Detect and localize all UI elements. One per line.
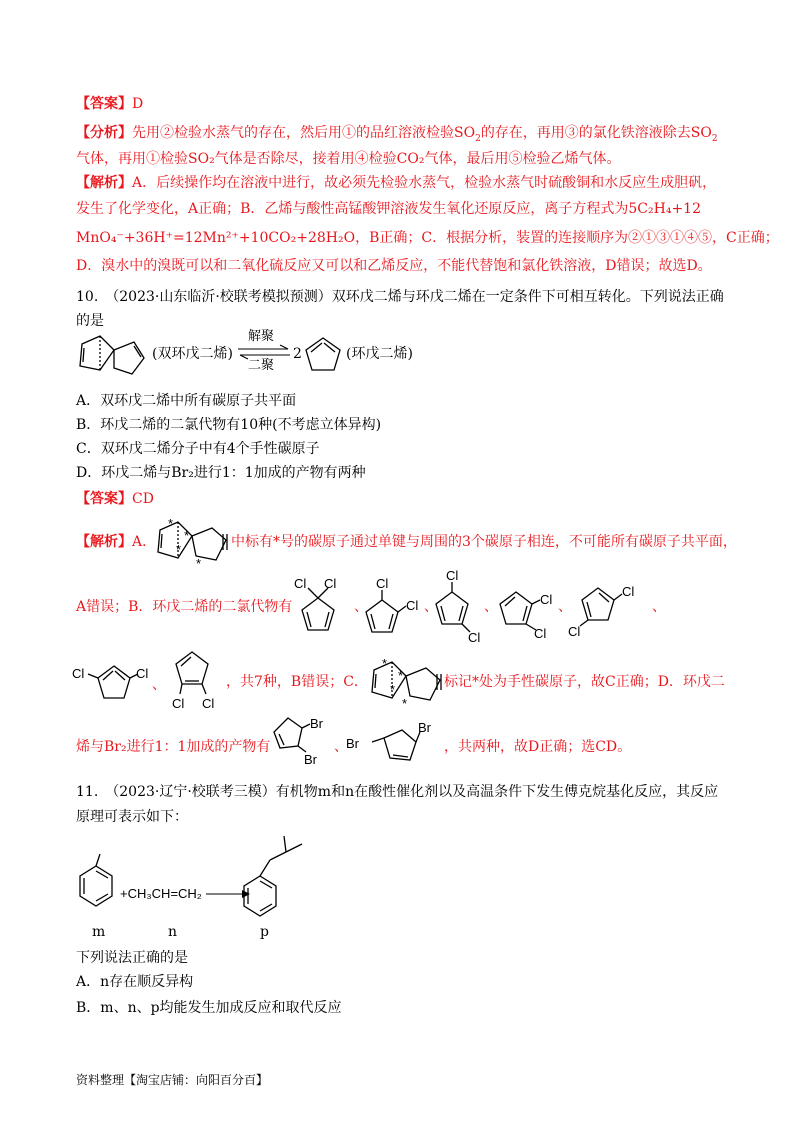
- separator: 、: [558, 599, 572, 615]
- answer-tag: 【答案】: [76, 491, 132, 507]
- cyclopentadiene-structure: [302, 334, 344, 374]
- q10-option-b: B．环戊二烯的二氯代物有10种(不考虑立体异构): [76, 417, 382, 433]
- star-mark: *: [168, 516, 174, 531]
- dichloro-isomer-7: [162, 646, 224, 712]
- dichloro-isomer-2: [362, 578, 428, 644]
- dichloro-isomer-4: [496, 578, 560, 644]
- star-mark: *: [176, 542, 182, 557]
- svg-text:*: *: [402, 696, 408, 711]
- dicyclopentadiene-structure: [70, 328, 150, 384]
- answer-value: D: [132, 96, 144, 112]
- dicyclopentadiene-starred-structure-2: [366, 654, 448, 710]
- svg-text:Cl: Cl: [324, 576, 337, 591]
- separator: 、: [354, 599, 368, 615]
- svg-text:Cl: Cl: [446, 568, 459, 583]
- product-structure: [240, 834, 306, 924]
- svg-text:Br: Br: [304, 752, 317, 767]
- star-mark: *: [184, 528, 190, 543]
- svg-text:Cl: Cl: [622, 584, 635, 599]
- separator: 、: [652, 599, 666, 615]
- q10-option-a: A．双环戊二烯中所有碳原子共平面: [76, 393, 297, 409]
- analysis-text-b: 的存在，再用③的氯化铁溶液除去SO: [480, 125, 712, 141]
- svg-text:Br: Br: [418, 720, 431, 735]
- monomer-label: (环戊二烯): [346, 346, 413, 362]
- q10-explain-a-prefix: [76, 532, 156, 552]
- svg-text:Cl: Cl: [72, 666, 85, 681]
- dibromo-product-2: [346, 718, 440, 768]
- svg-text:Cl: Cl: [468, 630, 481, 645]
- q9-analysis-line-2: 气体，再用①检验SO₂气体是否除尽，接着用④检验CO₂气体，最后用⑤检验乙烯气体。: [76, 151, 621, 167]
- separator: 、: [152, 677, 166, 693]
- analysis-text-a: 先用②检验水蒸气的存在，然后用①的品红溶液检验SO: [132, 125, 476, 141]
- svg-text:Cl: Cl: [294, 576, 307, 591]
- q9-explain-line-2: 发生了化学变化，A正确；B．乙烯与酸性高锰酸钾溶液发生氧化还原反应，离子方程式为5C₂H₄+12: [76, 201, 701, 217]
- q9-analysis-line-1: 【分析】先用②检验水蒸气的存在，然后用①的品红溶液检验$SO_2$的存在，再用③的氯化铁溶液除去$SO_2$: [76, 125, 718, 144]
- analysis-tag: 【分析】: [76, 125, 132, 141]
- dichloro-isomer-6: [72, 650, 156, 710]
- svg-text:Cl: Cl: [534, 626, 547, 641]
- q9-explain-line-4: D．溴水中的溴既可以和二氧化硫反应又可以和乙烯反应，不能代替饱和氯化铁溶液，D错误；故选D。: [76, 258, 712, 274]
- label-m: m: [92, 924, 106, 940]
- explain-tag: 【解析】: [76, 175, 132, 191]
- q10-stem-line-1: 10. （2023·山东临沂·校联考模拟预测）双环戊二烯与环戊二烯在一定条件下可相互转化。下列说法正确: [76, 289, 724, 305]
- svg-text:Cl: Cl: [540, 592, 553, 607]
- svg-text:Cl: Cl: [136, 666, 149, 681]
- explain-tag: 【解析】: [76, 534, 132, 550]
- dicyclopentadiene-starred-structure: [152, 514, 234, 570]
- label-n: n: [168, 924, 178, 940]
- svg-text:*: *: [382, 656, 388, 671]
- svg-text:Cl: Cl: [202, 696, 215, 711]
- q10-explain-b-prefix: A错误；B．环戊二烯的二氯代物有: [76, 599, 293, 615]
- coefficient: 2: [293, 346, 302, 362]
- q11-option-b: B．m、n、p均能发生加成反应和取代反应: [76, 1000, 342, 1016]
- label-p: p: [260, 924, 269, 940]
- reagent-propene: +CH₃CH=CH₂: [120, 886, 202, 901]
- svg-text:Cl: Cl: [568, 624, 581, 639]
- q10-explain-d-post: ，共两种，故D正确；选CD。: [444, 739, 632, 755]
- svg-text:*: *: [390, 682, 396, 697]
- q11-stem-line-2: 原理可表示如下：: [76, 809, 188, 825]
- dichloro-isomer-3: [430, 568, 490, 644]
- q10-explain-b-mid: ，共7种，B错误；C．: [226, 674, 368, 690]
- separator: 、: [424, 599, 438, 615]
- q10-stem-line-2: 的是: [76, 313, 104, 329]
- q9-explain-line-3: MnO₄⁻+36H⁺=12Mn²⁺+10CO₂+28H₂O，B正确；C．根据分析，装置的连接顺序为②①③①④⑤，C正确；: [76, 230, 779, 246]
- q10-explain-d-prefix: 烯与Br₂进行1：1加成的产物有: [76, 739, 271, 755]
- q10-option-c: C．双环戊二烯分子中有4个手性碳原子: [76, 441, 320, 457]
- dichloro-isomer-5: [568, 574, 644, 640]
- dimer-label: (双环戊二烯): [152, 346, 233, 362]
- dibromo-product-1: [270, 712, 334, 772]
- dichloro-isomer-1: [286, 578, 352, 644]
- q10-answer-line: [76, 489, 154, 509]
- answer-tag: 【答案】: [76, 96, 132, 112]
- q11-stem-line-1: 11. （2023·辽宁·校联考三模）有机物m和n在酸性催化剂以及高温条件下发生傅克烷基化反应，其反应: [76, 784, 719, 800]
- q9-explain-line-1: [76, 173, 716, 193]
- arrow-top-label: 解聚: [248, 329, 275, 344]
- q10-option-d: D．环戊二烯与Br₂进行1：1加成的产物有两种: [76, 465, 366, 481]
- q11-option-a: A．n存在顺反异构: [76, 974, 194, 990]
- separator: 、: [334, 739, 348, 755]
- svg-text:Br: Br: [346, 736, 359, 751]
- star-mark: *: [196, 556, 202, 571]
- explain-a-pre: A．: [132, 534, 157, 550]
- svg-text:Cl: Cl: [172, 696, 185, 711]
- answer-value: CD: [132, 491, 154, 507]
- svg-text:Cl: Cl: [376, 576, 389, 591]
- q10-explain-a-post: 中标有*号的碳原子通过单键与周围的3个碳原子相连，不可能所有碳原子共平面，: [231, 534, 737, 550]
- q11-question: 下列说法正确的是: [76, 950, 188, 966]
- separator: 、: [484, 599, 498, 615]
- arrow-bottom-label: 二聚: [248, 358, 275, 373]
- q10-explain-c-post: 标记*处为手性碳原子，故C正确；D．环戊二: [444, 674, 725, 690]
- q9-answer-line: [76, 94, 143, 114]
- svg-text:*: *: [398, 668, 404, 683]
- toluene-structure: [76, 852, 116, 918]
- svg-text:Br: Br: [310, 716, 323, 731]
- page-footer: 资料整理【淘宝店铺：向阳百分百】: [76, 1073, 269, 1087]
- explain-text: A．后续操作均在溶液中进行，故必须先检验水蒸气，检验水蒸气时硫酸铜和水反应生成胆矾，: [132, 175, 717, 191]
- svg-text:Cl: Cl: [406, 598, 419, 613]
